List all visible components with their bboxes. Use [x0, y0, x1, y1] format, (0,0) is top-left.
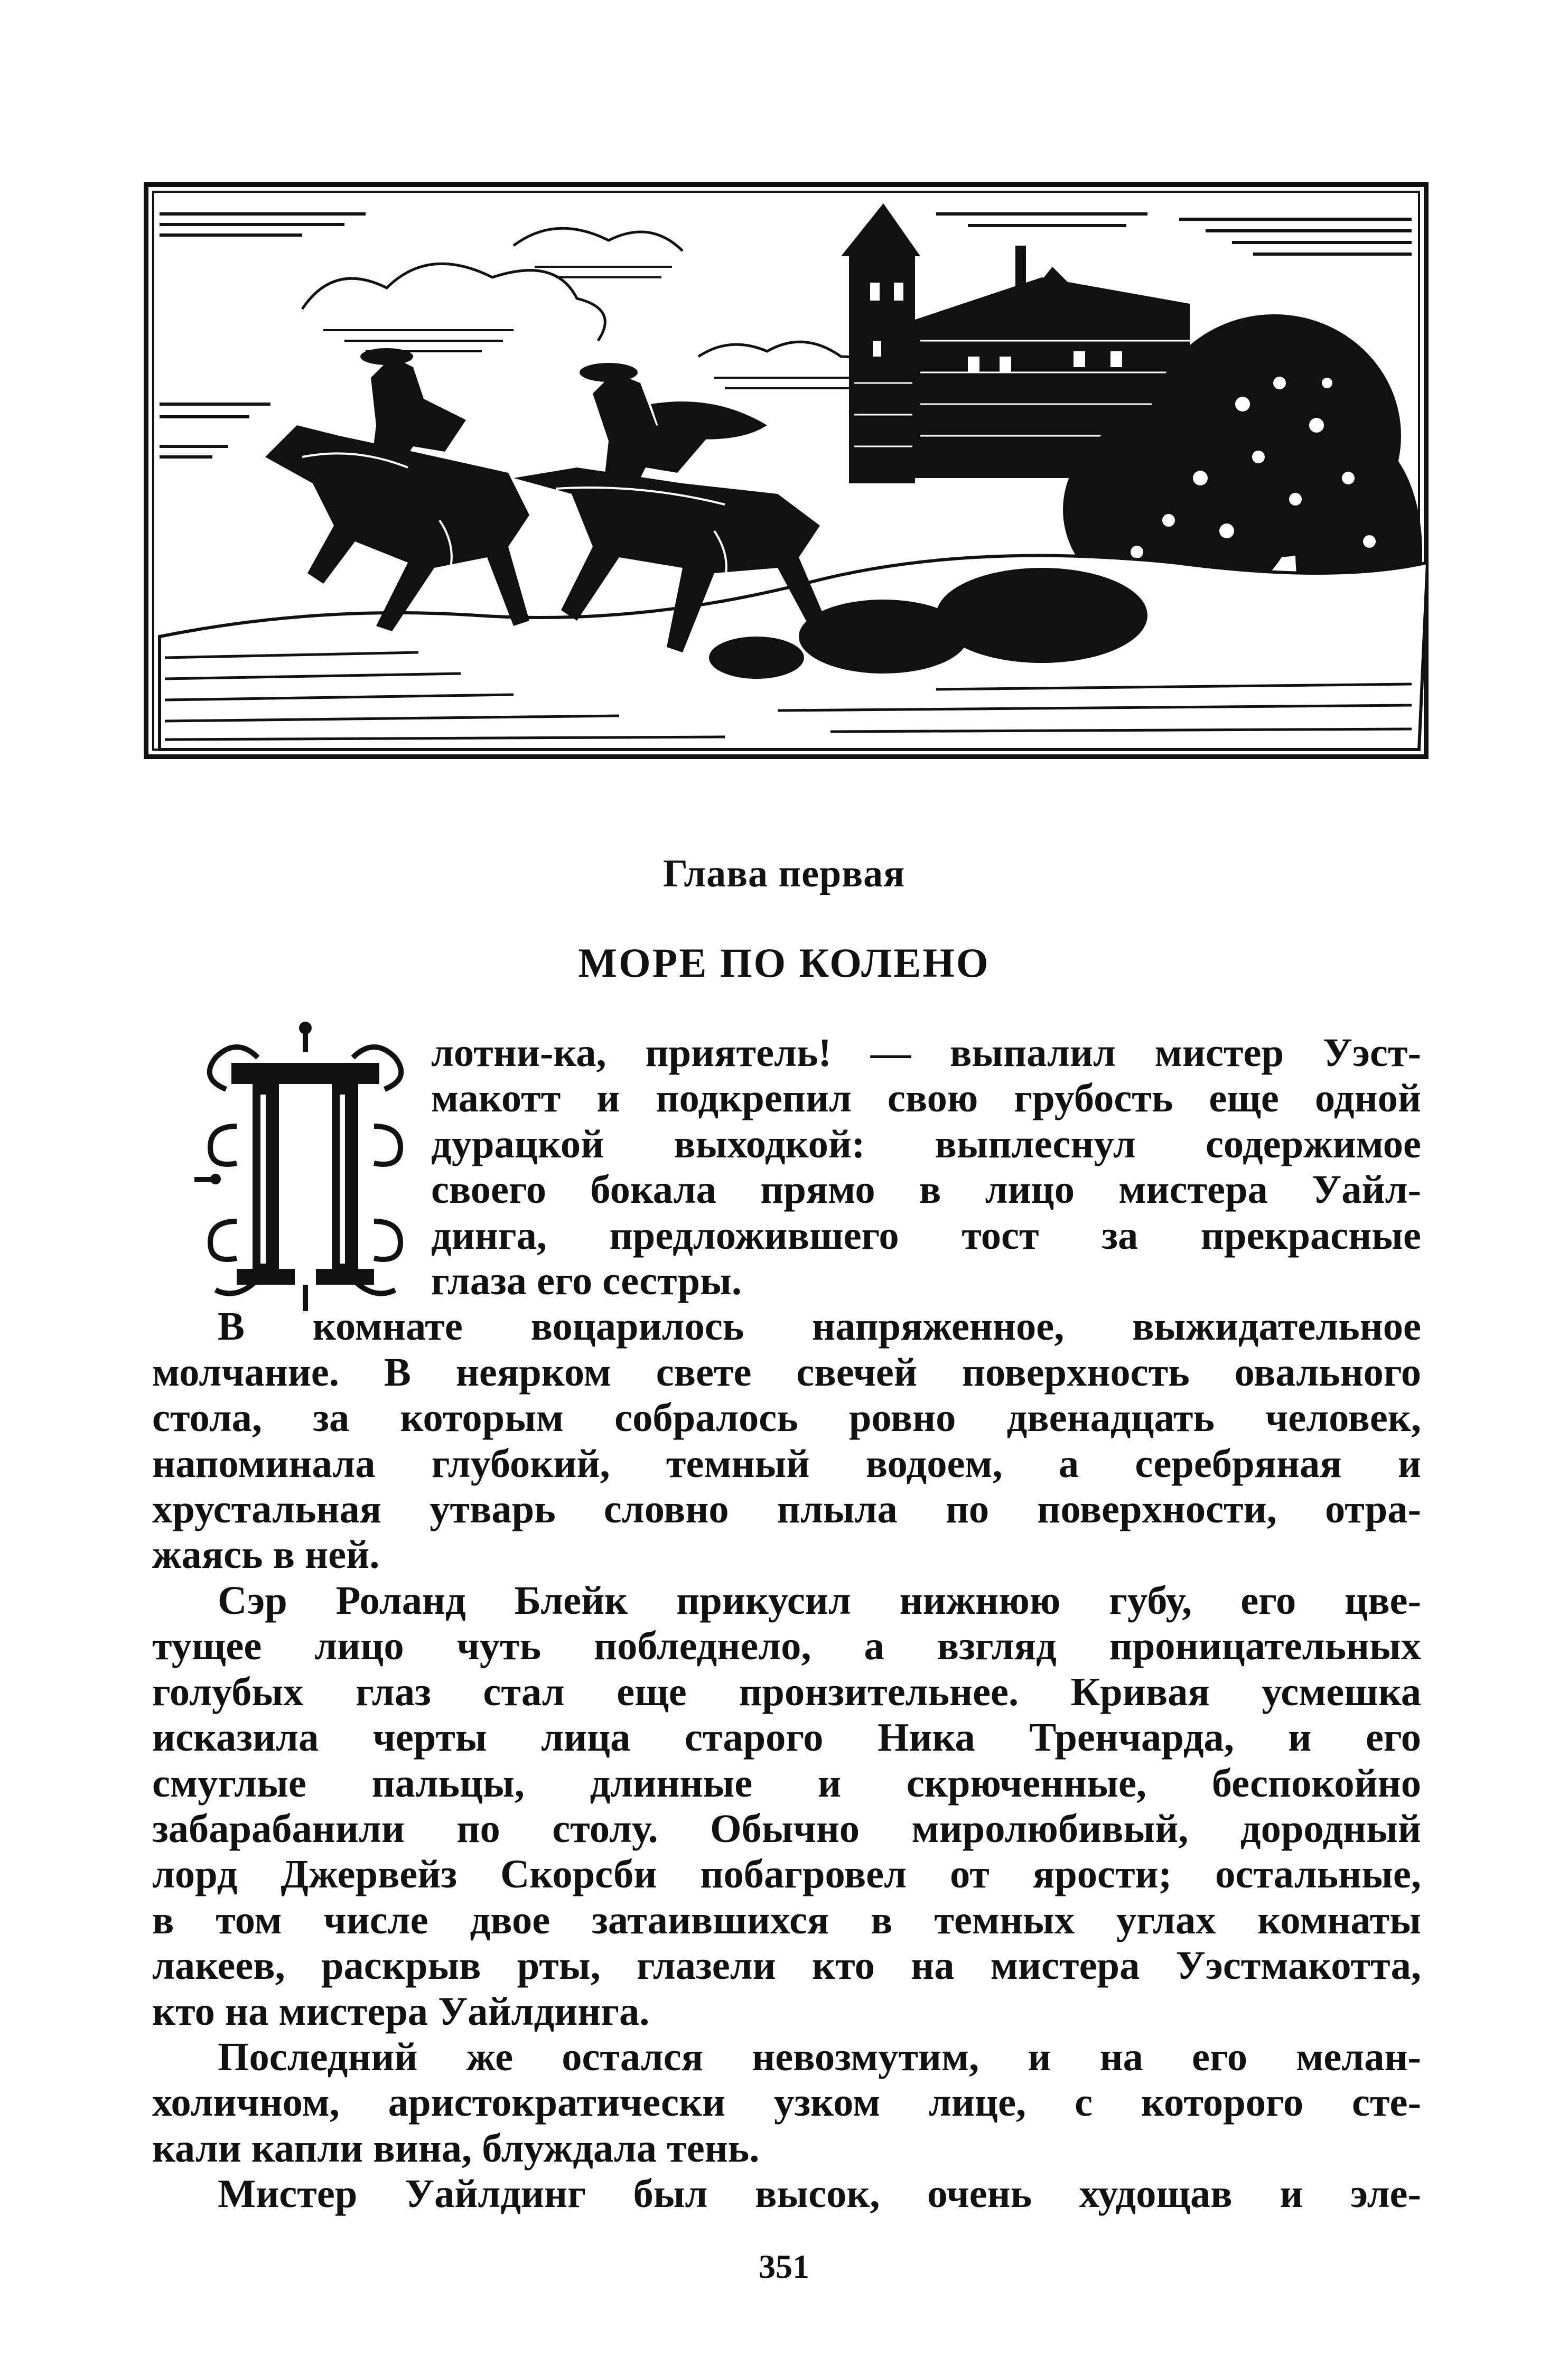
text-line: забарабанили по столу. Обычно миролюбивый, дородный [152, 1806, 1421, 1851]
chapter-title: МОРЕ ПО КОЛЕНО [578, 940, 990, 986]
text-line: дурацкой выходкой: выплеснул содержимое [431, 1121, 1421, 1166]
text-line: холичном, аристократически узком лице, с которого сте- [152, 2080, 1421, 2125]
text-line: лакеев, раскрыв рты, глазели кто на мистера Уэстмакотта, [152, 1943, 1421, 1988]
text-line: Последний же остался невозмутим, и на его мелан- [218, 2034, 1421, 2079]
body-text [152, 1030, 1421, 2217]
text-line: стола, за которым собралось ровно двенадцать человек, [152, 1395, 1421, 1441]
text-line: исказила черты лица старого Ника Тренчарда, и его [152, 1715, 1421, 1760]
text-line: лотни-ка, приятель! — выпалил мистер Уэст- [431, 1030, 1421, 1075]
text-line: Сэр Роланд Блейк прикусил нижнюю губу, его цве- [218, 1577, 1421, 1623]
text-line: динга, предложившего тост за прекрасные [431, 1212, 1421, 1258]
text-line: смуглые пальцы, длинные и скрюченные, беспокойно [152, 1760, 1421, 1806]
paragraph-3 [152, 1578, 1421, 2034]
text-line: в том числе двое затаившихся в темных углах комнаты [152, 1897, 1421, 1942]
text-line: своего бокала прямо в лицо мистера Уайл- [431, 1167, 1421, 1212]
page-number: 351 [759, 2248, 809, 2285]
text-line: глаза его сестры. [431, 1258, 742, 1304]
chapter-illustration [144, 182, 1429, 759]
text-line: кто на мистера Уайлдинга. [152, 1988, 650, 2034]
text-line: хрустальная утварь словно плыла по поверхности, отра- [152, 1486, 1421, 1532]
chapter-label: Глава первая [662, 852, 906, 895]
text-line: лорд Джервейз Скорсби побагровел от ярости; остальные, [152, 1852, 1421, 1897]
paragraph-1 [431, 1030, 1421, 1304]
text-line: В комнате воцарилось напряженное, выжидательное [218, 1304, 1421, 1349]
text-line: тущее лицо чуть побледнело, а взгляд проницательных [152, 1623, 1421, 1669]
text-line: жаясь в ней. [152, 1532, 380, 1577]
text-line: макотт и подкрепил свою грубость еще одной [431, 1076, 1421, 1121]
text-line: напоминала глубокий, темный водоем, а серебряная и [152, 1441, 1421, 1486]
text-line: молчание. В неярком свете свечей поверхность овального [152, 1349, 1421, 1395]
paragraph-2 [152, 1304, 1421, 1577]
text-line: кали капли вина, блуждала тень. [152, 2125, 760, 2171]
paragraph-4 [152, 2034, 1421, 2171]
text-line: Мистер Уайлдинг был высок, очень худощав и эле- [218, 2171, 1421, 2217]
text-line: голубых глаз стал еще пронзительнее. Кривая усмешка [152, 1669, 1421, 1714]
paragraph-5 [152, 2171, 1421, 2217]
